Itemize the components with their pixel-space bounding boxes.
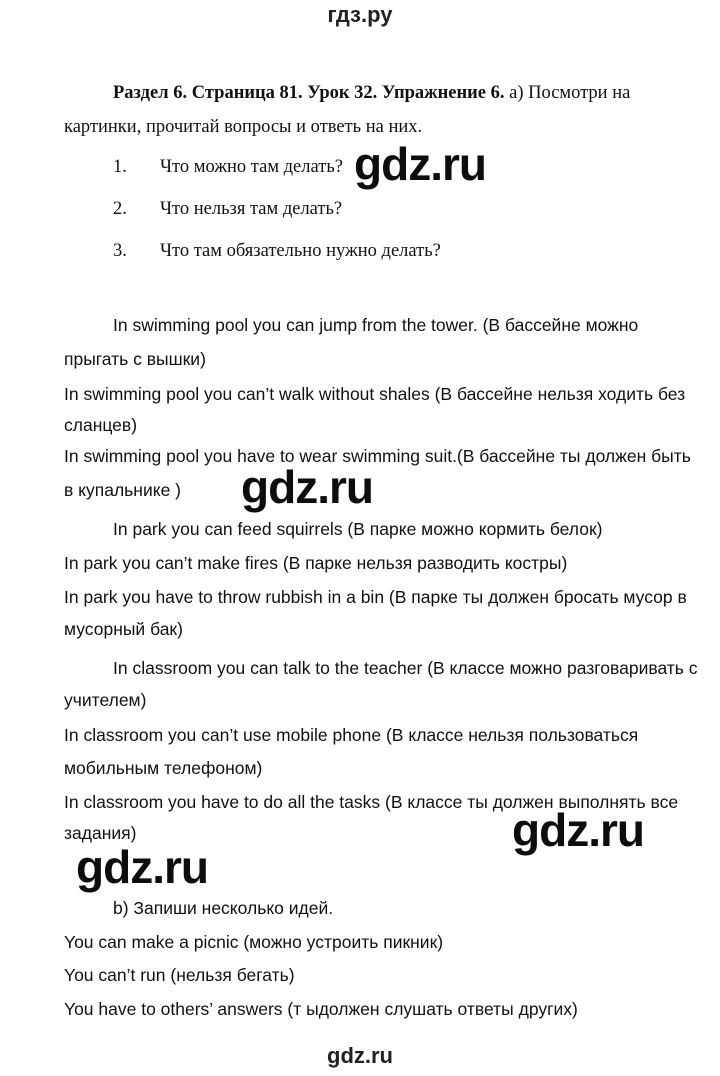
exercise-title-rest: а) Посмотри на xyxy=(504,83,631,103)
watermark: gdz.ru xyxy=(241,461,373,513)
site-header: гдз.ру xyxy=(327,2,393,27)
site-footer: gdz.ru xyxy=(327,1043,393,1068)
pool-line: In swimming pool you can jump from the tower. (В бассейне можно xyxy=(113,315,639,335)
pool-line: In swimming pool you can’t walk without shales (В бассейне нельзя ходить без xyxy=(64,384,686,404)
question-text: Что нельзя там делать? xyxy=(160,199,343,219)
classroom-line: задания) xyxy=(64,823,137,843)
classroom-line: In classroom you have to do all the tasks (В классе ты должен выполнять все xyxy=(64,792,679,812)
exercise-title xyxy=(113,83,630,104)
question-text: Что там обязательно нужно делать? xyxy=(160,241,441,261)
watermark: gdz.ru xyxy=(354,138,486,190)
park-line: In park you can’t make fires (В парке нельзя разводить костры) xyxy=(64,553,568,573)
classroom-line: In classroom you can’t use mobile phone (В классе нельзя пользоваться xyxy=(64,725,639,745)
watermark: gdz.ru xyxy=(76,841,208,893)
pool-line: в купальнике ) xyxy=(64,480,182,500)
question-number: 3. xyxy=(113,241,127,261)
question-number: 1. xyxy=(113,157,127,177)
classroom-line: In classroom you can talk to the teacher (В классе можно разговаривать с xyxy=(113,658,698,678)
watermark: gdz.ru xyxy=(512,804,644,856)
pool-line: In swimming pool you have to wear swimming suit.(В бассейне ты должен быть xyxy=(64,446,691,466)
part-b-line: You can’t run (нельзя бегать) xyxy=(64,965,295,985)
pool-line: прыгать с вышки) xyxy=(64,349,206,369)
park-line: In park you can feed squirrels (В парке можно кормить белок) xyxy=(113,519,603,539)
part-b-line: You have to others’ answers (т ыдолжен слушать ответы других) xyxy=(64,999,578,1019)
exercise-title-bold: Раздел 6. Страница 81. Урок 32. Упражнение 6. xyxy=(113,83,505,103)
classroom-line: мобильным телефоном) xyxy=(64,758,263,778)
question-number: 2. xyxy=(113,199,127,219)
part-b-line: You can make a picnic (можно устроить пикник) xyxy=(64,932,444,952)
pool-line: сланцев) xyxy=(64,415,138,435)
part-b-heading: b) Запиши несколько идей. xyxy=(113,898,334,918)
park-line: мусорный бак) xyxy=(64,619,183,639)
classroom-line: учителем) xyxy=(64,690,147,710)
exercise-title-line2: картинки, прочитай вопросы и ответь на них. xyxy=(64,117,423,137)
park-line: In park you have to throw rubbish in a bin (В парке ты должен бросать мусор в xyxy=(64,587,687,607)
question-text: Что можно там делать? xyxy=(160,157,343,177)
